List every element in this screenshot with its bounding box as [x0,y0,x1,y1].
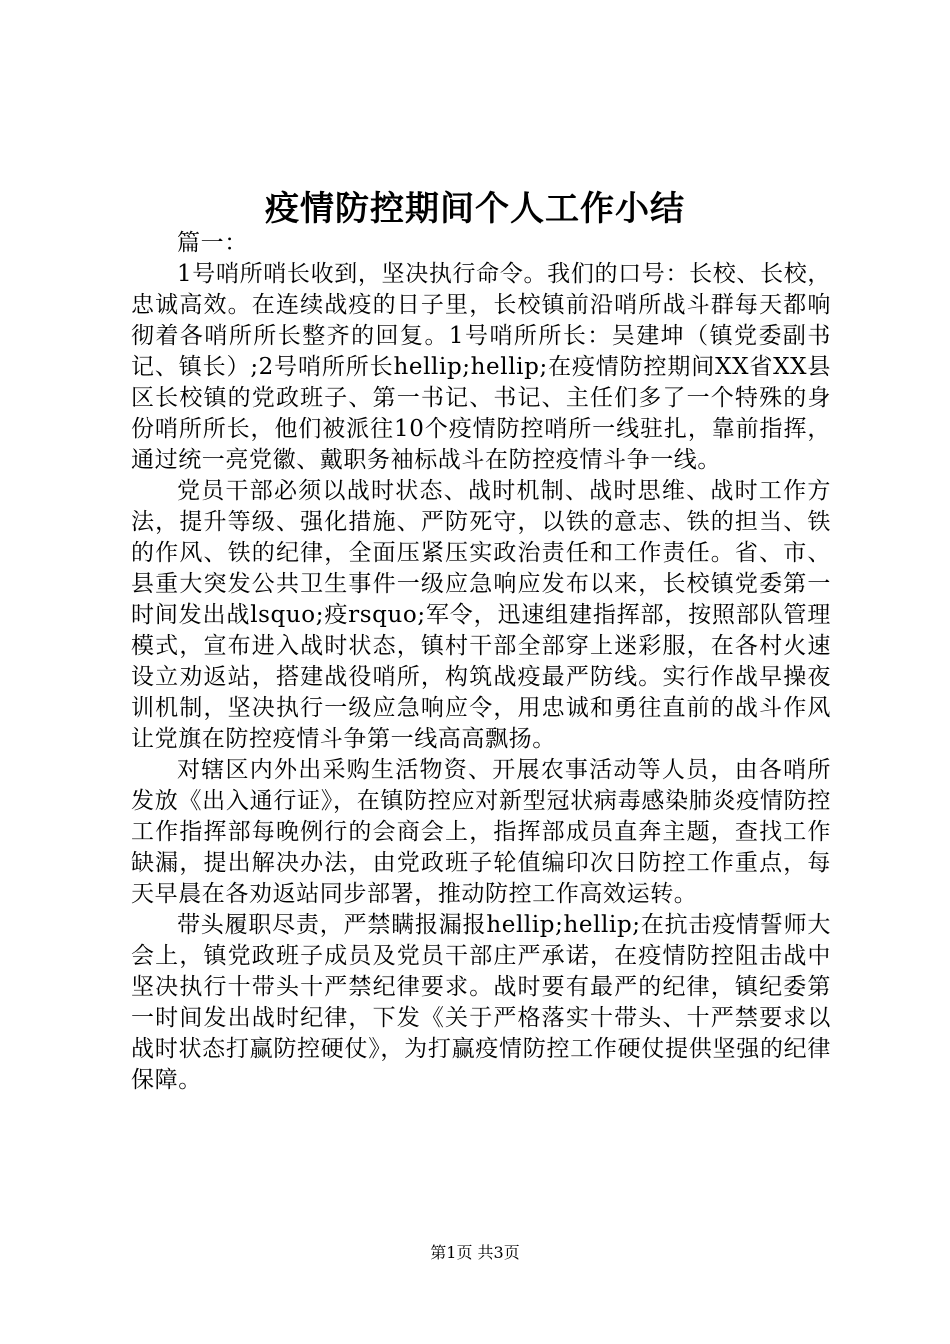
paragraph-heading: 篇一： [177,230,248,256]
paragraph: 带头履职尽责，严禁瞒报漏报hellip;hellip;在抗击疫情誓师大会上，镇党政班子成员及党员干部庄严承诺，在疫情防控阻击战中坚决执行十带头十严禁纪律要求。战时要有最严的纪律，镇纪委第一时间发出战时纪律，下发《关于严格落实十带头、十严禁要求以战时状态打赢防控硬仗》，为打赢疫情防控工作硬仗提供坚强的纪律保障。 [131,912,831,1093]
page-footer: 第1页 共3页 [430,1243,520,1262]
document-body [131,228,831,1096]
document-title: 疫情防控期间个人工作小结 [265,189,685,229]
paragraph: 1号哨所哨长收到，坚决执行命令。我们的口号：长校、长校，忠诚高效。在连续战疫的日子里，长校镇前沿哨所战斗群每天都响彻着各哨所所长整齐的回复。1号哨所所长：吴建坤（镇党委副书记、镇长）;2号哨所所长hellip;hellip;在疫情防控期间XX省XX县区长校镇的党政班子、第一书记、书记、主任们多了一个特殊的身份哨所所长，他们被派往10个疫情防控哨所一线驻扎，靠前指挥，通过统一亮党徽、戴职务袖标战斗在防控疫情斗争一线。 [131,261,831,473]
paragraph: 党员干部必须以战时状态、战时机制、战时思维、战时工作方法，提升等级、强化措施、严防死守，以铁的意志、铁的担当、铁的作风、铁的纪律，全面压紧压实政治责任和工作责任。省、市、县重大突发公共卫生事件一级应急响应发布以来，长校镇党委第一时间发出战lsquo;疫rsquo;军令，迅速组建指挥部，按照部队管理模式，宣布进入战时状态，镇村干部全部穿上迷彩服，在各村火速设立劝返站，搭建战役哨所，构筑战疫最严防线。实行作战早操夜训机制，坚决执行一级应急响应令，用忠诚和勇往直前的战斗作风让党旗在防控疫情斗争第一线高高飘扬。 [131,478,831,752]
paragraph: 对辖区内外出采购生活物资、开展农事活动等人员，由各哨所发放《出入通行证》，在镇防控应对新型冠状病毒感染肺炎疫情防控工作指挥部每晚例行的会商会上，指挥部成员直奔主题，查找工作缺漏，提出解决办法，由党政班子轮值编印次日防控工作重点，每天早晨在各劝返站同步部署，推动防控工作高效运转。 [131,757,831,907]
